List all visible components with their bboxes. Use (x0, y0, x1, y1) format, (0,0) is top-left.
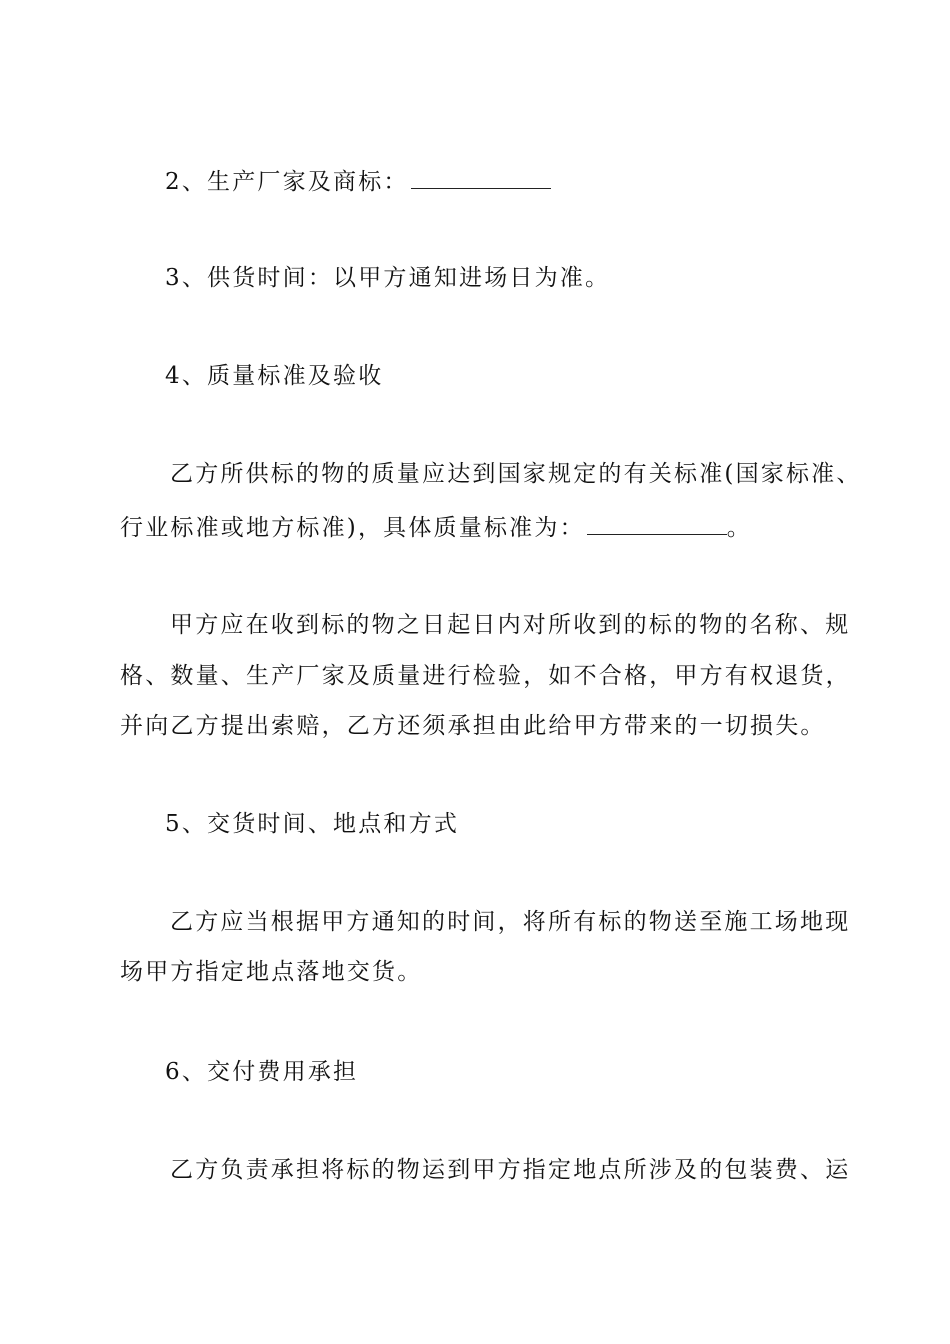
quality-text-1: 乙方所供标的物的质量应达到国家规定的有关标准(国家标准、 (170, 461, 862, 487)
delivery-text-2: 场甲方指定地点落地交货。 (120, 959, 423, 985)
item-6-heading: 6、交付费用承担 (165, 1059, 359, 1085)
delivery-paragraph-line-1 (0, 902, 950, 942)
inspection-paragraph-line-1 (0, 605, 950, 645)
quality-text-2: 行业标准或地方标准)，具体质量标准为： (120, 515, 585, 541)
item-4-heading: 4、质量标准及验收 (165, 363, 384, 389)
inspection-text-2: 格、数量、生产厂家及质量进行检验，如不合格，甲方有权退货， (120, 663, 851, 689)
inspection-text-1: 甲方应在收到标的物之日起日内对所收到的标的物的名称、规 (170, 612, 851, 638)
inspection-paragraph-line-3 (0, 706, 950, 746)
quality-paragraph-line-1 (0, 454, 950, 494)
inspection-text-3: 并向乙方提出索赔，乙方还须承担由此给甲方带来的一切损失。 (120, 713, 826, 739)
fees-paragraph-line-1 (0, 1150, 950, 1190)
fees-text-1: 乙方负责承担将标的物运到甲方指定地点所涉及的包装费、运 (170, 1157, 851, 1183)
manufacturer-blank (411, 160, 551, 189)
quality-standard-blank (587, 506, 727, 535)
inspection-paragraph-line-2 (0, 656, 950, 696)
delivery-text-1: 乙方应当根据甲方通知的时间，将所有标的物送至施工场地现 (170, 909, 851, 935)
quality-text-end: 。 (726, 515, 752, 541)
item-6-line (0, 1052, 950, 1092)
quality-paragraph-line-2 (0, 506, 950, 546)
delivery-paragraph-line-2 (0, 952, 950, 992)
item-4-line (0, 356, 950, 396)
item-5-line (0, 804, 950, 844)
item-3-heading: 3、供货时间：以甲方通知进场日为准。 (165, 265, 611, 291)
item-2-heading: 2、生产厂家及商标： (165, 169, 409, 195)
item-2-line (0, 160, 950, 200)
item-5-heading: 5、交货时间、地点和方式 (165, 811, 460, 837)
item-3-line (0, 258, 950, 298)
